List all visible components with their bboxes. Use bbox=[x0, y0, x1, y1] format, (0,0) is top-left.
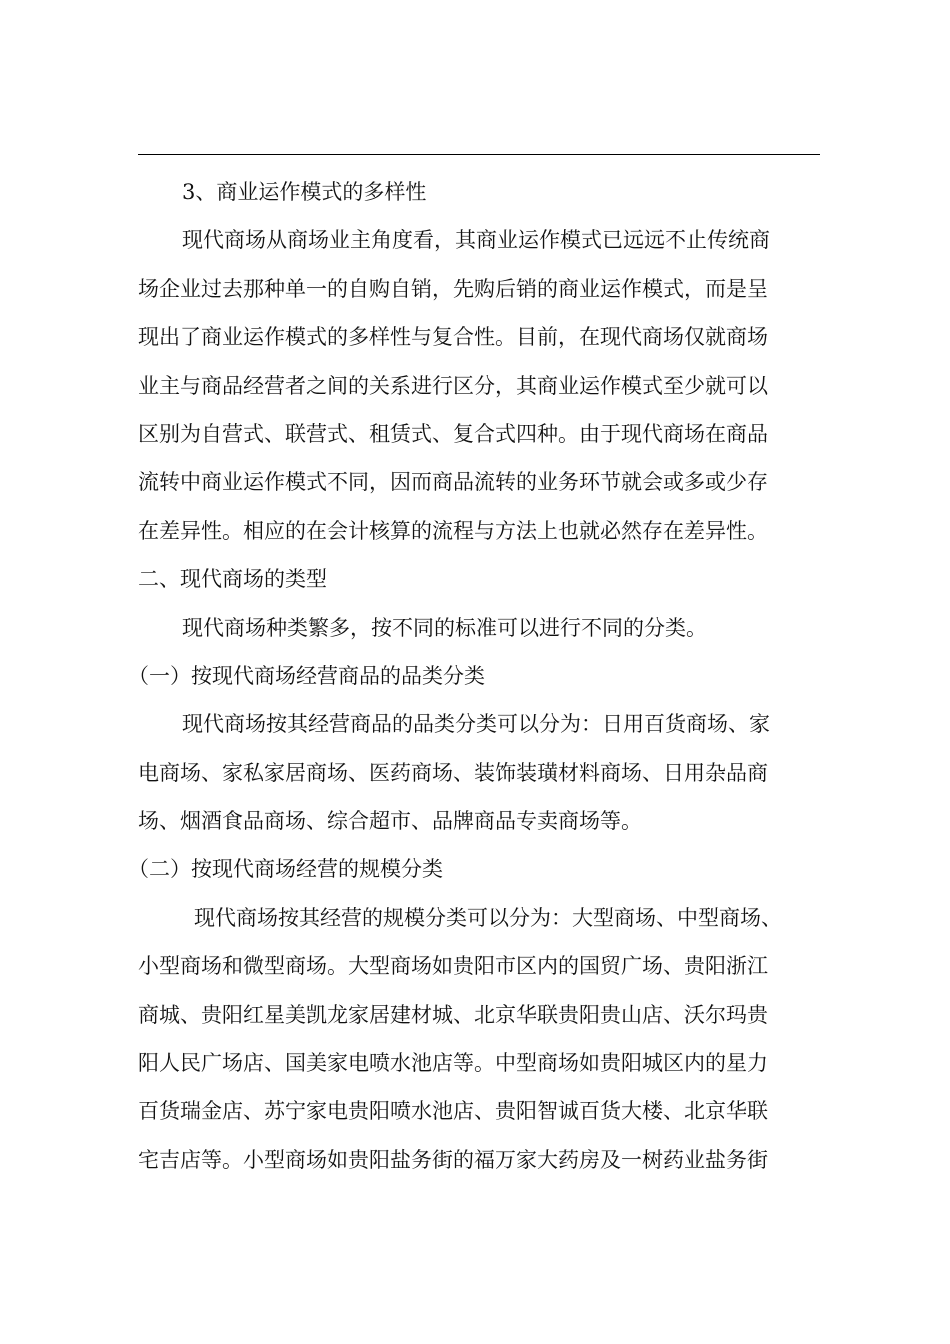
paragraph-line: 场、烟酒食品商场、综合超市、品牌商品专卖商场等。 bbox=[138, 809, 642, 834]
paragraph-line: 在差异性。相应的在会计核算的流程与方法上也就必然存在差异性。 bbox=[138, 518, 768, 543]
paragraph-line: 区别为自营式、联营式、租赁式、复合式四种。由于现代商场在商品 bbox=[138, 421, 768, 446]
paragraph-line: 百货瑞金店、苏宁家电贵阳喷水池店、贵阳智诚百货大楼、北京华联 bbox=[138, 1099, 768, 1124]
paragraph-line: 宅吉店等。小型商场如贵阳盐务街的福万家大药房及一树药业盐务街 bbox=[138, 1147, 768, 1172]
section-heading: 3、商业运作模式的多样性 bbox=[182, 180, 427, 204]
paragraph-line: 场企业过去那种单一的自购自销，先购后销的商业运作模式，而是呈 bbox=[138, 276, 768, 301]
paragraph-line: 流转中商业运作模式不同，因而商品流转的业务环节就会或多或少存 bbox=[138, 470, 768, 495]
chapter-heading: 二、现代商场的类型 bbox=[138, 567, 327, 592]
paragraph-line: 小型商场和微型商场。大型商场如贵阳市区内的国贸广场、贵阳浙江 bbox=[138, 954, 768, 979]
document-body bbox=[128, 168, 828, 1184]
paragraph-line: 现代商场按其经营的规模分类可以分为：大型商场、中型商场、 bbox=[194, 905, 782, 930]
header-rule bbox=[138, 154, 820, 155]
subsection-heading: （一）按现代商场经营商品的品类分类 bbox=[128, 663, 485, 688]
paragraph-line: 现代商场按其经营商品的品类分类可以分为：日用百货商场、家 bbox=[182, 712, 770, 737]
paragraph-line: 商城、贵阳红星美凯龙家居建材城、北京华联贵阳贵山店、沃尔玛贵 bbox=[138, 1002, 768, 1027]
subsection-heading: （二）按现代商场经营的规模分类 bbox=[128, 857, 443, 882]
paragraph-line: 现出了商业运作模式的多样性与复合性。目前，在现代商场仅就商场 bbox=[138, 325, 768, 350]
paragraph-line: 电商场、家私家居商场、医药商场、装饰装璜材料商场、日用杂品商 bbox=[138, 760, 768, 785]
paragraph-line: 现代商场种类繁多，按不同的标准可以进行不同的分类。 bbox=[182, 615, 707, 640]
paragraph-line: 业主与商品经营者之间的关系进行区分，其商业运作模式至少就可以 bbox=[138, 373, 768, 398]
paragraph-line: 现代商场从商场业主角度看，其商业运作模式已远远不止传统商 bbox=[182, 228, 770, 253]
paragraph-line: 阳人民广场店、国美家电喷水池店等。中型商场如贵阳城区内的星力 bbox=[138, 1051, 768, 1076]
